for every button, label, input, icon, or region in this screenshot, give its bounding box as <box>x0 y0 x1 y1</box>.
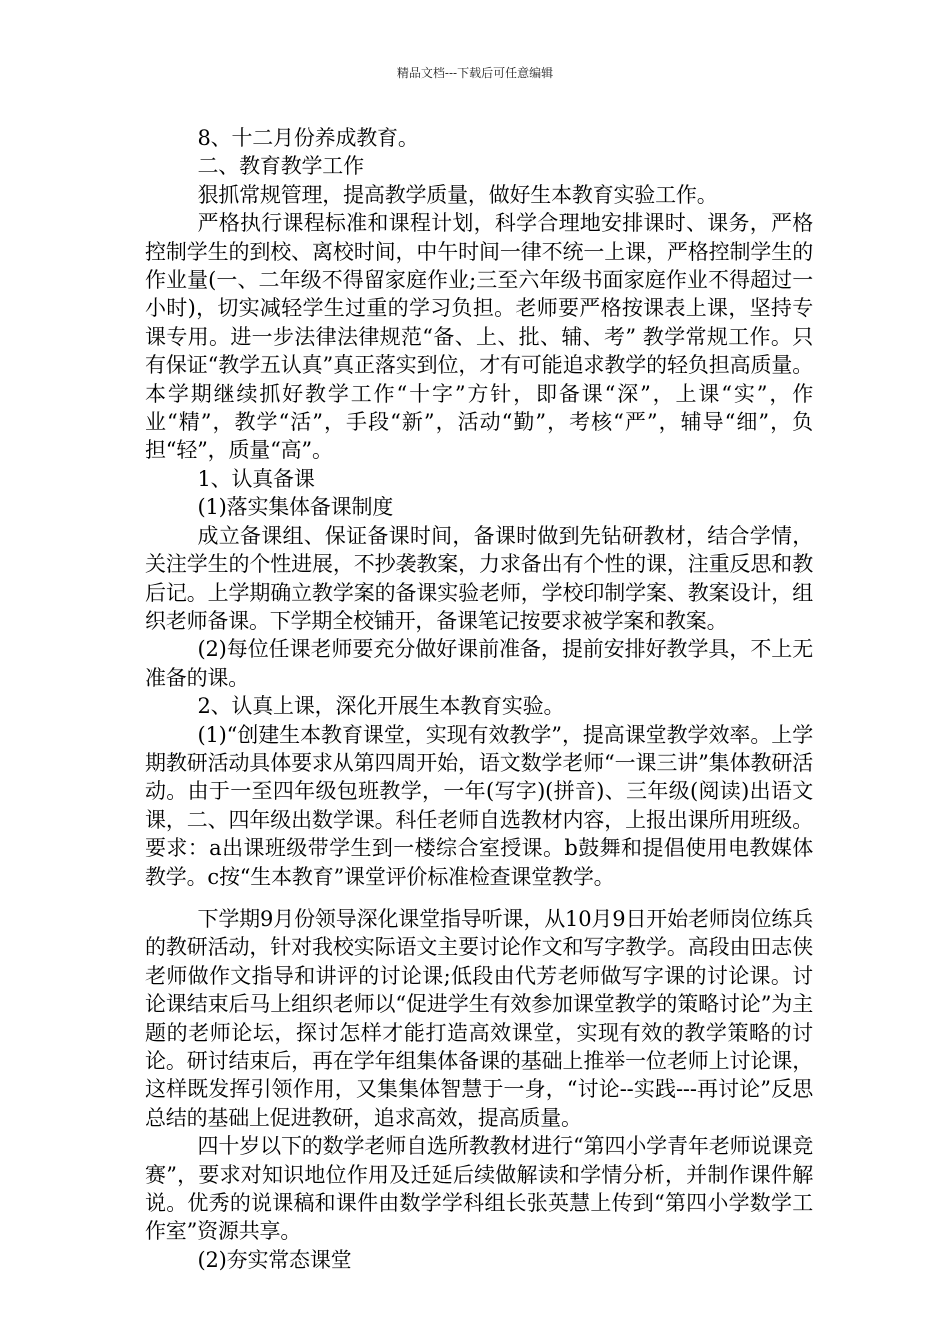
paragraph-curriculum: 严格执行课程标准和课程计划，科学合理地安排课时、课务，严格控制学生的到校、离校时间，中午时间一律不统一上课，严格控制学生的作业量(一、二年级不得留家庭作业;三至六年级书面家庭作业不得超过一小时)，切实减轻学生过重的学习负担。老师要严格按课表上课，坚持专课专用。进一步法律法律规范“备、上、批、辅、考” 教学常规工作。只有保证“教学五认真”真正落实到位，才有可能追求教学的轻负担高质量。本学期继续抓好教学工作“十字”方针，即备课“深”，上课“实”，作业“精”，教学“活”，手段“新”，活动“勤”，考核“严”，辅导“细”，负担“轻”，质量“高”。 <box>145 211 813 463</box>
subheading-regular-class: (2)夯实常态课堂 <box>197 1247 352 1272</box>
paragraph-math-contest: 四十岁以下的数学老师自选所教教材进行“第四小学青年老师说课竞赛”，要求对知识地位作用及迁延后续做解读和学情分析，并制作课件解说。优秀的说课稿和课件由数学学科组长张英慧上传到“第四小学数学工作室”资源共享。 <box>145 1134 813 1244</box>
paragraph-prep-group: 成立备课组、保证备课时间，备课时做到先钻研教材，结合学情，关注学生的个性进展，不抄袭教案，力求备出有个性的课，注重反思和教后记。上学期确立教学案的备课实验老师，学校印制学案、教案设计，组织老师备课。下学期全校铺开，备课笔记按要求被学案和教案。 <box>145 523 813 633</box>
paragraph-effective-teaching: (1)“创建生本教育课堂，实现有效教学”，提高课堂教学效率。上学期教研活动具体要求从第四周开始，语文数学老师“一课三讲”集体教研活动。由于一至四年级包班教学，一年(写字)(拼音)、三年级(阅读)出语文课，二、四年级出数学课。科任老师自选教材内容，上报出课所用班级。要求：a出课班级带学生到一楼综合室授课。b鼓舞和提倡使用电教媒体教学。c按“生本教育”课堂评价标准检查课堂教学。 <box>145 722 813 889</box>
paragraph-teacher-prep: (2)每位任课老师要充分做好课前准备，提前安排好教学具，不上无准备的课。 <box>145 637 813 690</box>
subheading-classes: 2、认真上课，深化开展生本教育实验。 <box>197 694 565 719</box>
subheading-lesson-prep: 1、认真备课 <box>197 466 315 491</box>
section-heading-teaching: 二、教育教学工作 <box>197 154 364 179</box>
paragraph-routine-management: 狠抓常规管理，提高教学质量，做好生本教育实验工作。 <box>197 182 718 207</box>
page-header: 精品文档---下载后可任意编辑 <box>396 66 554 80</box>
paragraph-item-8: 8、十二月份养成教育。 <box>197 126 419 150</box>
subheading-collective-prep: (1)落实集体备课制度 <box>197 495 394 520</box>
paragraph-next-term: 下学期9月份领导深化课堂指导听课，从10月9日开始老师岗位练兵的教研活动，针对我校实际语文主要讨论作文和写字教学。高段由田志侠老师做作文指导和讲评的讨论课;低段由代芳老师做写字课的讨论课。讨论课结束后马上组织老师以“促进学生有效参加课堂教学的策略讨论”为主题的老师论坛，探讨怎样才能打造高效课堂，实现有效的教学策略的讨论。研讨结束后，再在学年组集体备课的基础上推举一位老师上讨论课，这样既发挥引领作用，又集集体智慧于一身，“讨论--实践---再讨论”反思总结的基础上促进教研，追求高效，提高质量。 <box>145 906 813 1130</box>
document-body <box>145 124 813 1274</box>
